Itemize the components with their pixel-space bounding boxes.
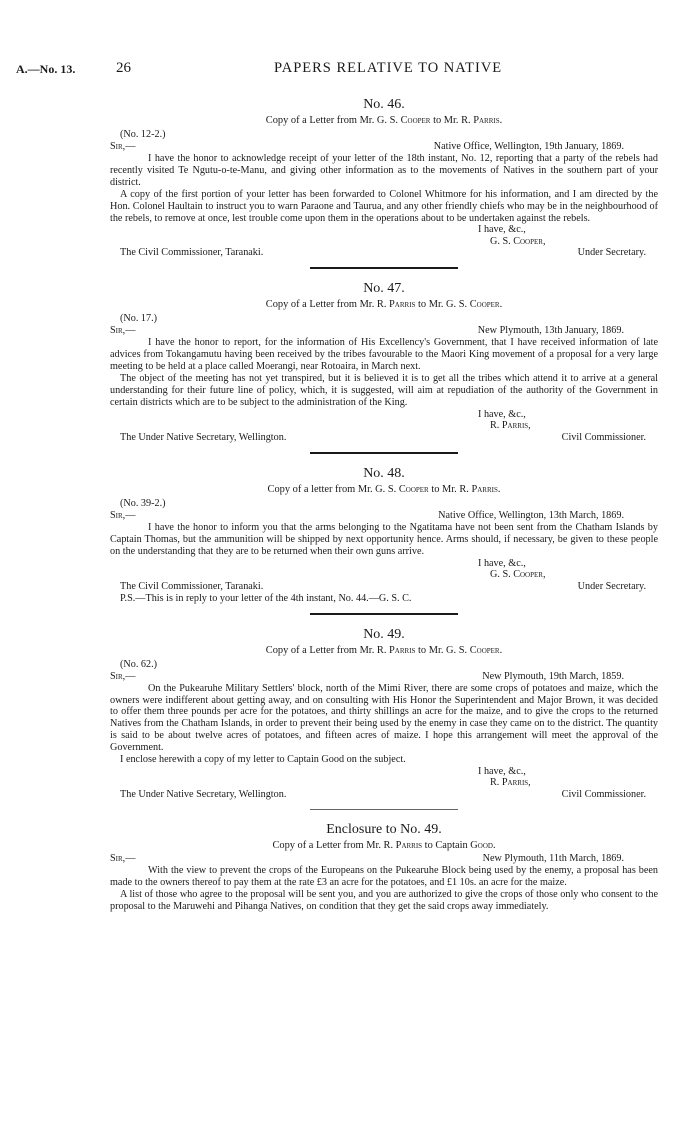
postscript: P.S.—This is in reply to your letter of the 4th instant, No. 44.—G. S. C. <box>120 592 412 604</box>
salutation-row <box>110 510 658 522</box>
closing: I have, &c., <box>478 224 526 236</box>
place-date: Native Office, Wellington, 13th March, 1869. <box>438 509 624 521</box>
closing: I have, &c., <box>478 765 526 777</box>
subtitle-mid: to Captain <box>422 839 471 851</box>
letter-number: No. 46. <box>363 97 405 112</box>
place-date: New Plymouth, 11th March, 1869. <box>482 852 624 864</box>
addressee-row <box>110 581 658 593</box>
letter-subtitle <box>110 483 658 496</box>
enclosure-heading: Enclosure to No. 49. <box>326 821 442 837</box>
paragraph: I have the honor to report, for the information of His Excellency's Government, that I have received information of late advices from Tokangamutu having been received by the tribes favourable to the Maori King movement of a proposal for a very large meeting to be held at a place called Moerangi, near Rotoaira, in March next. <box>110 337 658 373</box>
addressee: The Under Native Secretary, Wellington. <box>120 431 287 443</box>
letter-subtitle <box>110 644 658 657</box>
closing: I have, &c., <box>478 408 526 420</box>
paragraph: A copy of the first portion of your letter has been forwarded to Colonel Whitmore for his information, and I am directed by the Hon. Colonel Haultain to instruct you to warn Paraone and Taurua, and any other friendly chiefs who may be in the neighbourhood of the rebels, to remove at once, lest trouble come upon them in the operations about to be undertaken against the rebels. <box>110 188 658 224</box>
document-body <box>110 92 658 913</box>
addressee-row <box>110 432 658 444</box>
page-number: 26 <box>116 60 131 76</box>
letter-ref: (No. 39-2.) <box>120 497 166 509</box>
signature: G. S. Cooper, <box>490 569 546 581</box>
letter-ref: (No. 17.) <box>120 313 158 325</box>
addressee: The Civil Commissioner, Taranaki. <box>120 247 264 259</box>
place-date: New Plymouth, 13th January, 1869. <box>477 325 624 337</box>
salutation: Sir,— <box>110 509 136 521</box>
subtitle-mid: to Mr. <box>428 483 460 495</box>
page-header <box>16 60 656 80</box>
document-reference: A.—No. 13. <box>16 62 76 76</box>
letter-number: No. 49. <box>363 626 405 642</box>
sender-name: R. Parris <box>376 644 416 656</box>
addressee: The Civil Commissioner, Taranaki. <box>120 580 264 592</box>
paragraph: On the Pukearuhe Military Settlers' block, north of the Mimi River, there are some crops of potatoes and maize, which the owners were indifferent about getting away, and on consulting with His Honor the Superintendent and Major Brown, it was decided to offer them three pounds per acre for the potatoes, and thirty shillings an acre for the maize, and to give the crops to the returned Natives from the Chatham Islands, in order to prevent their being used by the enemy in case they came on to the district. The quantity is said to be about twelve acres of potatoes, and fifteen acres of maize. I hope this arrangement will meet the approval of the Government. <box>110 682 658 754</box>
salutation: Sir,— <box>110 852 136 864</box>
paragraph: A list of those who agree to the proposal will be sent you, and you are authorized to give the crops of those only who consent to the proposal to the Maruwehi and Pihanga Natives, on condition that they get the said crops away immediately. <box>110 888 658 912</box>
place-date: New Plymouth, 19th March, 1859. <box>482 670 624 682</box>
section-divider <box>310 267 458 269</box>
running-title: PAPERS RELATIVE TO NATIVE <box>274 60 503 76</box>
subtitle-prefix: Copy of a Letter from Mr. <box>265 115 377 126</box>
salutation: Sir,— <box>110 325 136 337</box>
letter-47 <box>110 280 658 443</box>
subtitle-prefix: Copy of a Letter from Mr. <box>265 299 377 311</box>
subtitle-prefix: Copy of a Letter from Mr. <box>272 839 384 851</box>
sender-name: R. Parris <box>376 299 416 311</box>
recipient-name: R. Parris. <box>461 115 503 126</box>
letter-number: No. 47. <box>363 281 405 297</box>
recipient-name: Good. <box>470 839 496 851</box>
signatory-title: Under Secretary. <box>577 247 646 259</box>
letter-48 <box>110 465 658 605</box>
subtitle-prefix: Copy of a Letter from Mr. <box>265 644 377 656</box>
letter-ref: (No. 62.) <box>120 658 158 670</box>
addressee-row <box>110 789 658 801</box>
addressee-row <box>110 247 658 259</box>
salutation-row <box>110 325 658 337</box>
signatory-title: Under Secretary. <box>577 580 646 592</box>
paragraph: I have the honor to inform you that the arms belonging to the Ngatitama have not been sent from the Chatham Islands by Captain Thomas, but the ammunition will be shipped by next opportunity hence. Arms should, if necessary, be given to these people on the understanding that they are to be returned when their own guns arrive. <box>110 521 658 557</box>
letter-subtitle <box>110 298 658 311</box>
section-divider <box>310 613 458 615</box>
signature: R. Parris, <box>490 420 531 432</box>
signature: R. Parris, <box>490 777 531 789</box>
signature: G. S. Cooper, <box>490 235 546 247</box>
subtitle-mid: to Mr. <box>415 299 447 311</box>
section-divider <box>310 452 458 454</box>
paragraph: The object of the meeting has not yet transpired, but it is believed it is to get all the tribes which attend it to arrive at a general understanding for their future line of policy, which, it is suggested, will aim at repudiation of the authority of the Government in certain districts which are to be subject to the administration of the King. <box>110 373 658 408</box>
letter-49 <box>110 626 658 801</box>
recipient-name: G. S. Cooper. <box>446 644 503 656</box>
signatory-title: Civil Commissioner. <box>561 788 646 800</box>
closing: I have, &c., <box>478 557 526 569</box>
subtitle-mid: to Mr. <box>430 115 462 126</box>
addressee: The Under Native Secretary, Wellington. <box>120 788 287 800</box>
salutation-row <box>110 141 658 153</box>
paragraph: I enclose herewith a copy of my letter to Captain Good on the subject. <box>120 754 406 766</box>
recipient-name: R. Parris. <box>459 483 501 495</box>
sender-name: G. S. Cooper <box>375 483 429 495</box>
letter-subtitle <box>110 114 658 127</box>
subtitle-prefix: Copy of a letter from Mr. <box>267 483 376 495</box>
paragraph: I have the honor to acknowledge receipt of your letter of the 18th instant, No. 12, reporting that a party of the rebels had recently visited Te Ngutu-o-te-Manu, and giving other information as to the movements of Natives in the southern part of your district. <box>110 153 658 188</box>
salutation-row <box>110 671 658 683</box>
salutation: Sir,— <box>110 670 136 682</box>
sender-name: G. S. Cooper <box>376 115 431 126</box>
section-divider <box>310 809 458 810</box>
place-date: Native Office, Wellington, 19th January, 1869. <box>433 141 624 152</box>
enclosure-subtitle <box>110 839 658 852</box>
letter-46 <box>110 96 658 259</box>
letter-number: No. 48. <box>363 465 405 481</box>
signatory-title: Civil Commissioner. <box>561 431 646 443</box>
sender-name: R. Parris <box>383 839 423 851</box>
letter-ref: (No. 12-2.) <box>120 129 166 140</box>
recipient-name: G. S. Cooper. <box>446 299 503 311</box>
salutation-row <box>110 853 658 865</box>
paragraph: With the view to prevent the crops of the Europeans on the Pukearuhe Block being used by the enemy, a proposal has been made to the owners thereof to pay them at the rate £3 an acre for the potatoes, and £1 10s. an acre for the maize. <box>110 864 658 888</box>
enclosure-49 <box>110 821 658 913</box>
subtitle-mid: to Mr. <box>415 644 447 656</box>
salutation: Sir,— <box>110 141 136 152</box>
